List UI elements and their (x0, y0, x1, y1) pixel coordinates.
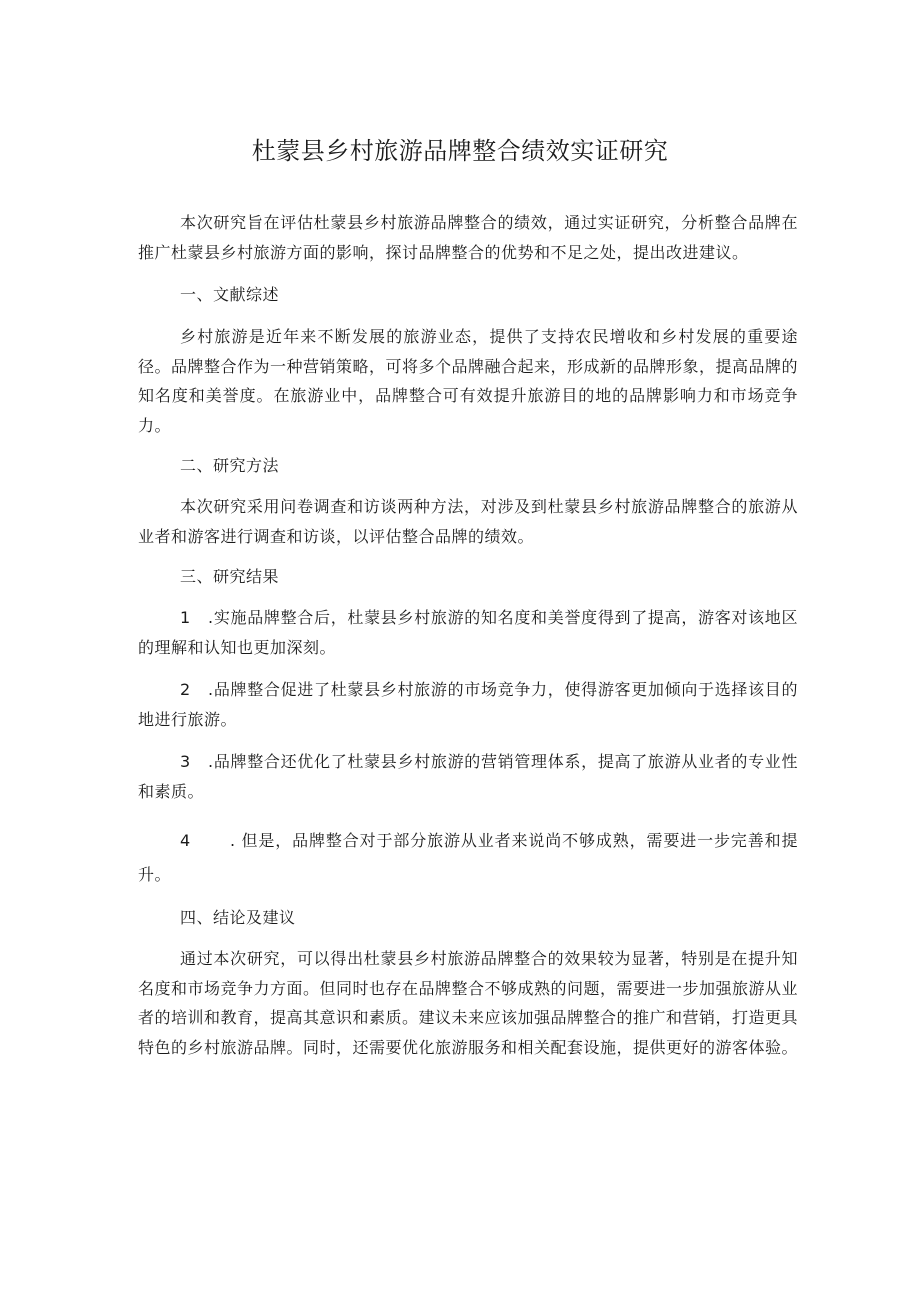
result-item-1 (138, 603, 798, 662)
document-title: 杜蒙县乡村旅游品牌整合绩效实证研究 (251, 137, 669, 165)
result-number: 3 (180, 752, 191, 771)
conclusion-paragraph: 通过本次研究，可以得出杜蒙县乡村旅游品牌整合的效果较为显著，特别是在提升知名度和市场竞争力方面。但同时也存在品牌整合不够成熟的问题，需要进一步加强旅游从业者的培训和教育，提高其意识和素质。建议未来应该加强品牌整合的推广和营销，打造更具特色的乡村旅游品牌。同时，还需要优化旅游服务和相关配套设施，提供更好的游客体验。 (138, 949, 799, 1057)
method-paragraph: 本次研究采用问卷调查和访谈两种方法，对涉及到杜蒙县乡村旅游品牌整合的旅游从业者和游客进行调查和访谈，以评估整合品牌的绩效。 (138, 497, 798, 546)
literature-paragraph: 乡村旅游是近年来不断发展的旅游业态，提供了支持农民增收和乡村发展的重要途径。品牌整合作为一种营销策略，可将多个品牌融合起来，形成新的品牌形象，提高品牌的知名度和美誉度。在旅游业中，品牌整合可有效提升旅游目的地的品牌影响力和市场竞争力。 (138, 327, 799, 435)
result-item-4 (138, 824, 798, 892)
section-heading-conclusion: 四、结论及建议 (180, 908, 296, 927)
result-item-2 (138, 675, 798, 734)
result-text: . 但是，品牌整合对于部分旅游从业者来说尚不够成熟，需要进一步完善和提升。 (138, 831, 798, 884)
result-text: .实施品牌整合后，杜蒙县乡村旅游的知名度和美誉度得到了提高，游客对该地区的理解和认知也更加深刻。 (138, 608, 798, 657)
result-number: 2 (180, 680, 191, 699)
section-heading-results: 三、研究结果 (180, 567, 280, 586)
section-heading-literature: 一、文献综述 (180, 285, 280, 304)
result-item-3 (138, 747, 798, 806)
result-number: 1 (180, 608, 191, 627)
result-text: .品牌整合还优化了杜蒙县乡村旅游的营销管理体系，提高了旅游从业者的专业性和素质。 (138, 752, 798, 801)
result-number: 4 (180, 831, 191, 850)
section-heading-method: 二、研究方法 (180, 456, 280, 475)
intro-paragraph: 本次研究旨在评估杜蒙县乡村旅游品牌整合的绩效，通过实证研究，分析整合品牌在推广杜蒙县乡村旅游方面的影响，探讨品牌整合的优势和不足之处，提出改进建议。 (138, 213, 798, 262)
result-text: .品牌整合促进了杜蒙县乡村旅游的市场竞争力，使得游客更加倾向于选择该目的地进行旅游。 (138, 680, 798, 729)
